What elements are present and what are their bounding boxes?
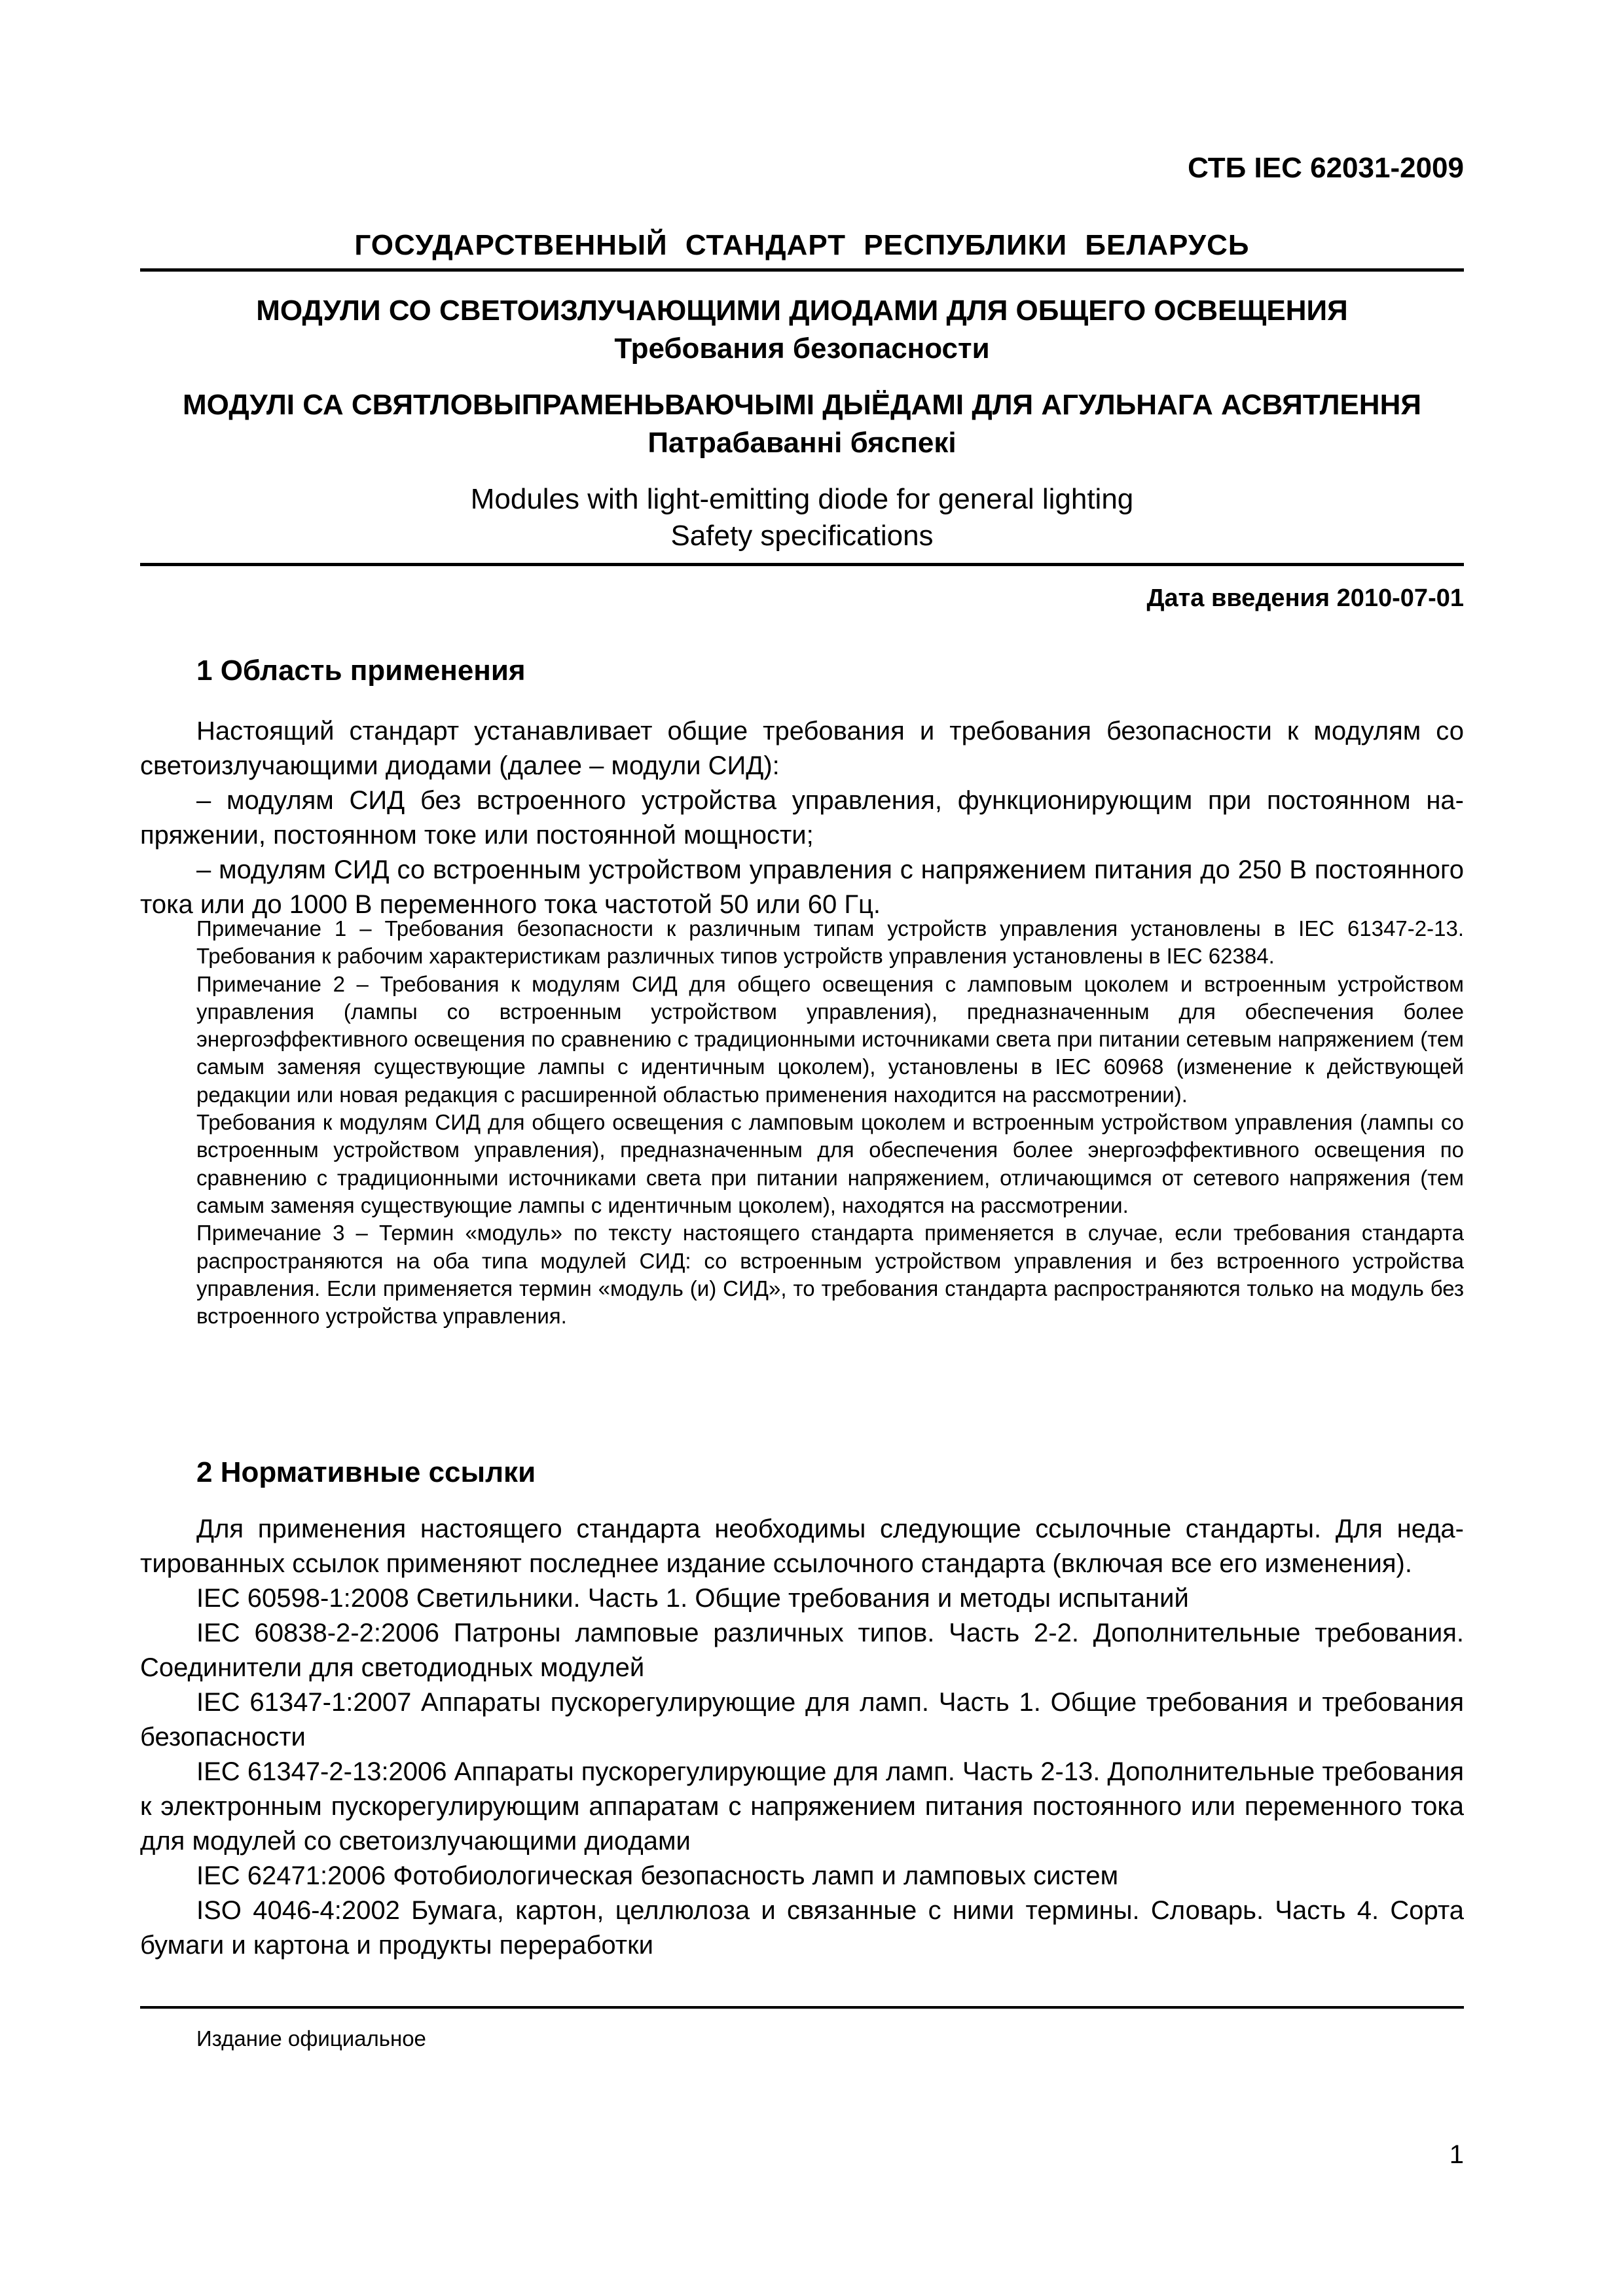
note-3: Примечание 3 – Термин «модуль» по тексту настоящего стандарта применяется в случае, если требования стандарта распространяются на оба типа модулей СИД: со встроенным устройством управления и без встроенного устройства управления. Если применяется термин «модуль (и) СИД», то требования стандарта распространяются только на модуль без встроенного устройства управления. bbox=[196, 1221, 1464, 1329]
state-standard-heading: ГОСУДАРСТВЕННЫЙ СТАНДАРТ РЕСПУБЛИКИ БЕЛАРУСЬ bbox=[354, 229, 1250, 261]
belarusian-title-block bbox=[140, 386, 1464, 462]
english-subtitle: Safety specifications bbox=[670, 520, 934, 552]
belarusian-subtitle: Патрабаванні бяспекі bbox=[647, 427, 957, 459]
russian-title-block bbox=[140, 292, 1464, 368]
effective-date: Дата введения 2010-07-01 bbox=[1146, 584, 1464, 612]
reference-item: IEC 61347-1:2007 Аппараты пускорегулирующие для ламп. Часть 1. Общие требования и требования безопасности bbox=[140, 1688, 1464, 1751]
belarusian-title: МОДУЛІ СА СВЯТЛОВЫПРАМЕНЬВАЮЧЫМІ ДЫЁДАМІ ДЛЯ АГУЛЬНАГА АСВЯТЛЕННЯ bbox=[183, 389, 1421, 421]
section-1-body bbox=[140, 714, 1464, 922]
section-1-paragraph: – модулям СИД без встроенного устройства управления, функционирующим при постоянном напряжении, постоянном токе или постоянной мощности; bbox=[140, 786, 1464, 850]
page-number: 1 bbox=[1449, 2140, 1464, 2169]
section-2-body bbox=[140, 1512, 1464, 1963]
note-1: Примечание 1 – Требования безопасности к различным типам устройств управления установлены в IEC 61347-2-13. Требования к рабочим характеристикам различных типов устройств управления установлены в IEC 62384. bbox=[196, 916, 1464, 969]
standard-code: СТБ IEC 62031-2009 bbox=[1188, 152, 1464, 184]
english-title: Modules with light-emitting diode for general lighting bbox=[470, 483, 1134, 515]
edition-label: Издание официальное bbox=[196, 2026, 426, 2051]
reference-item: IEC 61347-2-13:2006 Аппараты пускорегулирующие для ламп. Часть 2-13. Дополнительные требования к электронным пускорегулирующим аппаратам с напряжением питания постоянного или переменного тока для модулей со светоизлучающими диодами bbox=[140, 1757, 1464, 1856]
english-title-block bbox=[140, 481, 1464, 554]
section-1-notes bbox=[196, 915, 1464, 1330]
note-2: Примечание 2 – Требования к модулям СИД для общего освещения с ламповым цоколем и встроенным устройством управления (лампы со встроенным устройством управления), предназначенным для обеспечения более энергоэффективного освещения по сравнению с традиционными источниками света при питании сетевым напряжением (тем самым заменяя существующие лампы с идентичным цоколем), установлены в IEC 60968 (изменение к действующей редакции или новая редакция с расширенной областью применения находится на рассмотрении). bbox=[196, 971, 1464, 1107]
reference-item: IEC 60838-2-2:2006 Патроны ламповые различных типов. Часть 2-2. Дополнительные требования. Соединители для светодиодных модулей bbox=[140, 1619, 1464, 1682]
top-rule bbox=[140, 268, 1464, 272]
russian-title: МОДУЛИ СО СВЕТОИЗЛУЧАЮЩИМИ ДИОДАМИ ДЛЯ ОБЩЕГО ОСВЕЩЕНИЯ bbox=[256, 295, 1348, 327]
title-bottom-rule bbox=[140, 563, 1464, 566]
footer-rule bbox=[140, 2006, 1464, 2009]
section-1-paragraph: – модулям СИД со встроенным устройством управления с напряжением питания до 250 В постоянного тока или до 1000 В переменного тока частотой 50 или 60 Гц. bbox=[140, 855, 1464, 919]
russian-subtitle: Требования безопасности bbox=[614, 332, 990, 365]
section-1-heading: 1 Область применения bbox=[196, 655, 526, 687]
section-2-heading: 2 Нормативные ссылки bbox=[196, 1456, 536, 1488]
section-1-paragraph: Настоящий стандарт устанавливает общие требования и требования безопасности к модулям со светоизлучающими диодами (далее – модули СИД): bbox=[140, 717, 1464, 780]
note-2-continuation: Требования к модулям СИД для общего освещения с ламповым цоколем и встроенным устройством управления (лампы со встроенным устройством управления), предназначенным для обеспечения более энергоэффективного освещения по сравнению с традиционными источниками света при питании напряжением, отличающимся от сетевого напряжения (тем самым заменяя существующие лампы с идентичным цоколем), находятся на рассмотрении. bbox=[196, 1110, 1464, 1217]
reference-item: IEC 62471:2006 Фотобиологическая безопасность ламп и ламповых систем bbox=[196, 1861, 1119, 1890]
reference-item: ISO 4046-4:2002 Бумага, картон, целлюлоза и связанные с ними термины. Словарь. Часть 4. Сорта бумаги и картона и продукты переработки bbox=[140, 1896, 1464, 1960]
section-2-intro: Для применения настоящего стандарта необходимы следующие ссылочные стандарты. Для недатированных ссылок применяют последнее издание ссылочного стандарта (включая все его изменения). bbox=[140, 1515, 1464, 1578]
reference-item: IEC 60598-1:2008 Светильники. Часть 1. Общие требования и методы испытаний bbox=[196, 1584, 1189, 1613]
